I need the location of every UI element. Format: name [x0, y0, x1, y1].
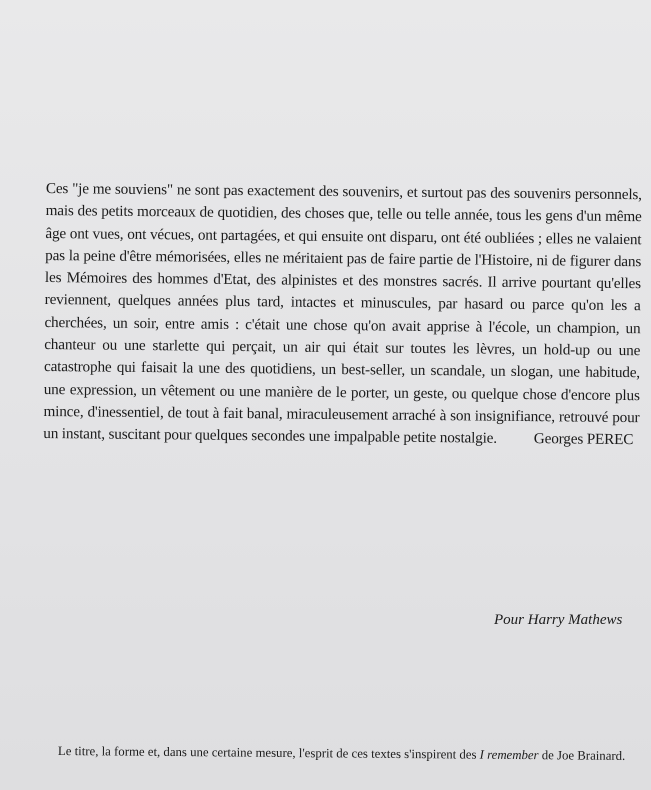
footnote-text-after: de Joe Brainard. — [538, 748, 626, 763]
dedication: Pour Harry Mathews — [494, 612, 623, 628]
epigraph-text: Ces "je me souviens" ne sont pas exactement des souvenirs, et surtout pas des souvenirs personnels, mais des petits morceaux de quotidien, des choses que, telle ou telle année, tous les gens d'un même âge ont vues, ont vécues, ont partagées, et qui ensuite ont disparu, ont été oubliées ; elles ne valaient pas la peine d'être mémorisées, elles ne méritaient pas de faire partie de l'Histoire, ni de figurer dans les Mémoires des hommes d'Etat, des alpinistes et des monstres sacrés. Il arrive pourtant qu'elles reviennent, quelques années plus tard, intactes et minuscules, par hasard ou parce qu'on les a cherchées, un soir, entre amis : c'était une chose qu'on avait apprise à l'école, un champion, un chanteur ou une starlette qui perçait, un air qui était sur toutes les lèvres, un hold-up ou une catastrophe qui faisait la une des quotidiens, un best-seller, un scandale, un slogan, une habitude, une expression, un vêtement ou une manière de le porter, un geste, ou quelque chose d'encore plus mince, d'inessentiel, de tout à fait banal, miraculeusement arraché à son insignifiance, retrouvé pour un instant, suscitant pour quelques secondes une impalpable petite nostalgie. — [43, 179, 642, 448]
epigraph-paragraph — [43, 178, 642, 452]
epigraph-author: Georges PEREC — [533, 430, 634, 449]
footnote-title: I remember — [479, 747, 539, 763]
footnote-text-before: Le titre, la forme et, dans une certaine mesure, l'esprit de ces textes s'inspirent des — [57, 744, 480, 762]
footnote — [58, 744, 625, 764]
